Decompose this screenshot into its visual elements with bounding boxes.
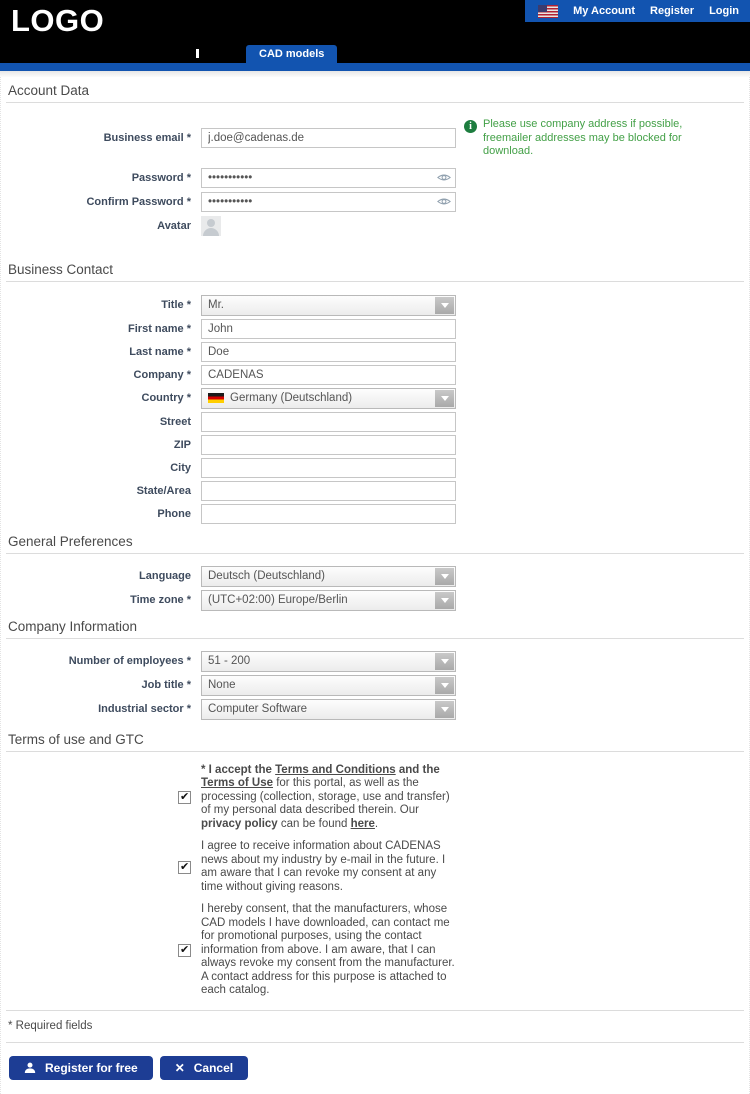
avatar-row (6, 216, 744, 236)
company-field[interactable] (201, 365, 456, 385)
state-area-row (6, 481, 744, 501)
confirm-password-row (6, 192, 744, 212)
terms-item-2 (6, 840, 744, 894)
timezone-select-value: (UTC+02:00) Europe/Berlin (208, 594, 348, 606)
email-hint (464, 118, 732, 159)
industrial-sector-select[interactable] (201, 699, 456, 720)
street-field[interactable] (201, 412, 456, 432)
job-title-select-value: None (208, 679, 236, 691)
title-select-value: Mr. (208, 299, 224, 311)
confirm-password-visibility-toggle-icon[interactable] (437, 196, 451, 207)
business-email-field[interactable] (201, 128, 456, 148)
street-row (6, 412, 744, 432)
manufacturer-consent-text: I hereby consent, that the manufacturers, whose CAD models I have downloaded, can contact me for promotional purposes, using the contact information from above. I am aware, that I can always revoke my consent from the manufacturer. A contact address for this purpose is attached to each catalog. (201, 903, 455, 996)
terms-and-conditions-link[interactable]: Terms and Conditions (275, 763, 396, 776)
confirm-password-field[interactable] (201, 192, 456, 212)
job-title-select[interactable] (201, 675, 456, 696)
section-title-terms: Terms of use and GTC (6, 732, 744, 752)
phone-field[interactable] (201, 504, 456, 524)
terms-segment: * I accept the (201, 763, 276, 776)
zip-label: ZIP (173, 438, 191, 451)
chevron-down-icon[interactable] (435, 653, 454, 670)
action-buttons (6, 1043, 744, 1094)
state-area-field[interactable] (201, 481, 456, 501)
language-select-value: Deutsch (Deutschland) (208, 570, 325, 582)
terms-item-3 (6, 903, 744, 998)
cancel-button[interactable] (160, 1056, 248, 1080)
city-field[interactable] (201, 458, 456, 478)
info-icon: i (464, 120, 477, 133)
language-label: Language (139, 570, 191, 582)
page-header (0, 0, 750, 63)
newsletter-consent-text: I agree to receive information about CADENAS news about my industry by e-mail in the future. I am aware that I can revoke my consent at any time without giving reasons. (201, 840, 446, 893)
logo: LOGO (11, 3, 105, 38)
city-label: City (170, 461, 191, 474)
avatar-label: Avatar (157, 219, 191, 232)
state-area-label: State/Area (136, 484, 191, 497)
top-navigation (525, 0, 750, 22)
timezone-select[interactable] (201, 590, 456, 611)
privacy-policy-here-link[interactable]: here (350, 817, 375, 830)
required-fields-note: * Required fields (8, 1019, 93, 1032)
employees-row (6, 651, 744, 672)
chevron-down-icon[interactable] (435, 701, 454, 718)
nav-register[interactable]: Register (650, 5, 695, 17)
avatar[interactable] (201, 216, 221, 236)
registration-form (0, 77, 750, 1094)
section-title-account-data: Account Data (6, 83, 744, 103)
employees-select[interactable] (201, 651, 456, 672)
password-field[interactable] (201, 168, 456, 188)
general-preferences-form (6, 566, 744, 611)
company-label: Company * (133, 368, 191, 381)
tab-cad-models[interactable]: CAD models (246, 45, 337, 63)
manufacturer-contact-checkbox[interactable] (178, 944, 191, 957)
first-name-field[interactable] (201, 319, 456, 339)
newsletter-checkbox[interactable] (178, 861, 191, 874)
job-title-label: Job title * (141, 679, 191, 691)
last-name-field[interactable] (201, 342, 456, 362)
register-button-label: Register for free (45, 1060, 138, 1075)
close-icon: ✕ (174, 1060, 185, 1075)
chevron-down-icon[interactable] (435, 568, 454, 585)
partial-tab-marker (196, 49, 199, 58)
cancel-button-label: Cancel (193, 1060, 234, 1075)
zip-row (6, 435, 744, 455)
section-title-general-preferences: General Preferences (6, 534, 744, 554)
nav-login[interactable]: Login (709, 5, 739, 17)
last-name-label: Last name * (129, 345, 191, 358)
business-contact-form (6, 295, 744, 524)
first-name-row (6, 319, 744, 339)
title-row (6, 295, 744, 316)
business-email-row (6, 118, 744, 159)
nav-my-account[interactable]: My Account (573, 5, 636, 17)
section-title-company-information: Company Information (6, 619, 744, 639)
chevron-down-icon[interactable] (435, 297, 454, 314)
job-title-row (6, 675, 744, 696)
phone-label: Phone (157, 507, 191, 520)
employees-label: Number of employees * (68, 655, 191, 667)
terms-form (6, 764, 744, 998)
country-select-value: Germany (Deutschland) (230, 392, 353, 404)
account-data-form (6, 118, 744, 236)
terms-segment: and the (395, 763, 440, 776)
zip-field[interactable] (201, 435, 456, 455)
terms-segment: for this portal, as well as the processing (collection, storage, use and transfer) of my personal data described therein. Our (201, 777, 450, 816)
country-select[interactable] (201, 388, 456, 409)
terms-segment: can be found (277, 817, 351, 830)
industrial-sector-row (6, 699, 744, 720)
privacy-policy-text: privacy policy (201, 817, 278, 830)
language-row (6, 566, 744, 587)
password-row (6, 168, 744, 188)
industrial-sector-select-value: Computer Software (208, 703, 308, 715)
phone-row (6, 504, 744, 524)
us-flag-icon[interactable] (538, 5, 558, 18)
terms-segment: . (374, 817, 379, 830)
country-label: Country * (141, 392, 191, 404)
industrial-sector-label: Industrial sector * (98, 703, 191, 715)
password-visibility-toggle-icon[interactable] (437, 172, 451, 183)
terms-of-use-link[interactable]: Terms of Use (201, 777, 274, 789)
chevron-down-icon[interactable] (435, 390, 454, 407)
email-hint-text: Please use company address if possible, freemailer addresses may be blocked for download. (483, 118, 683, 157)
person-icon (24, 1062, 36, 1074)
timezone-row (6, 590, 744, 611)
terms-checkbox-1[interactable] (178, 791, 191, 804)
timezone-label: Time zone * (130, 594, 191, 606)
chevron-down-icon[interactable] (435, 592, 454, 609)
country-row (6, 388, 744, 409)
last-name-row (6, 342, 744, 362)
register-button[interactable] (9, 1056, 153, 1080)
company-information-form (6, 651, 744, 720)
title-select[interactable] (201, 295, 456, 316)
password-label: Password * (131, 171, 191, 184)
section-title-business-contact: Business Contact (6, 262, 744, 282)
street-label: Street (159, 415, 191, 428)
germany-flag-icon (208, 393, 224, 403)
employees-select-value: 51 - 200 (208, 655, 251, 667)
business-email-label: Business email * (103, 132, 191, 145)
confirm-password-label: Confirm Password * (86, 195, 191, 208)
terms-text-1 (201, 764, 459, 832)
accent-bar (0, 63, 750, 71)
chevron-down-icon[interactable] (435, 677, 454, 694)
first-name-label: First name * (128, 322, 191, 335)
city-row (6, 458, 744, 478)
language-select[interactable] (201, 566, 456, 587)
company-row (6, 365, 744, 385)
terms-item-1 (6, 764, 744, 832)
title-label: Title * (161, 299, 191, 311)
